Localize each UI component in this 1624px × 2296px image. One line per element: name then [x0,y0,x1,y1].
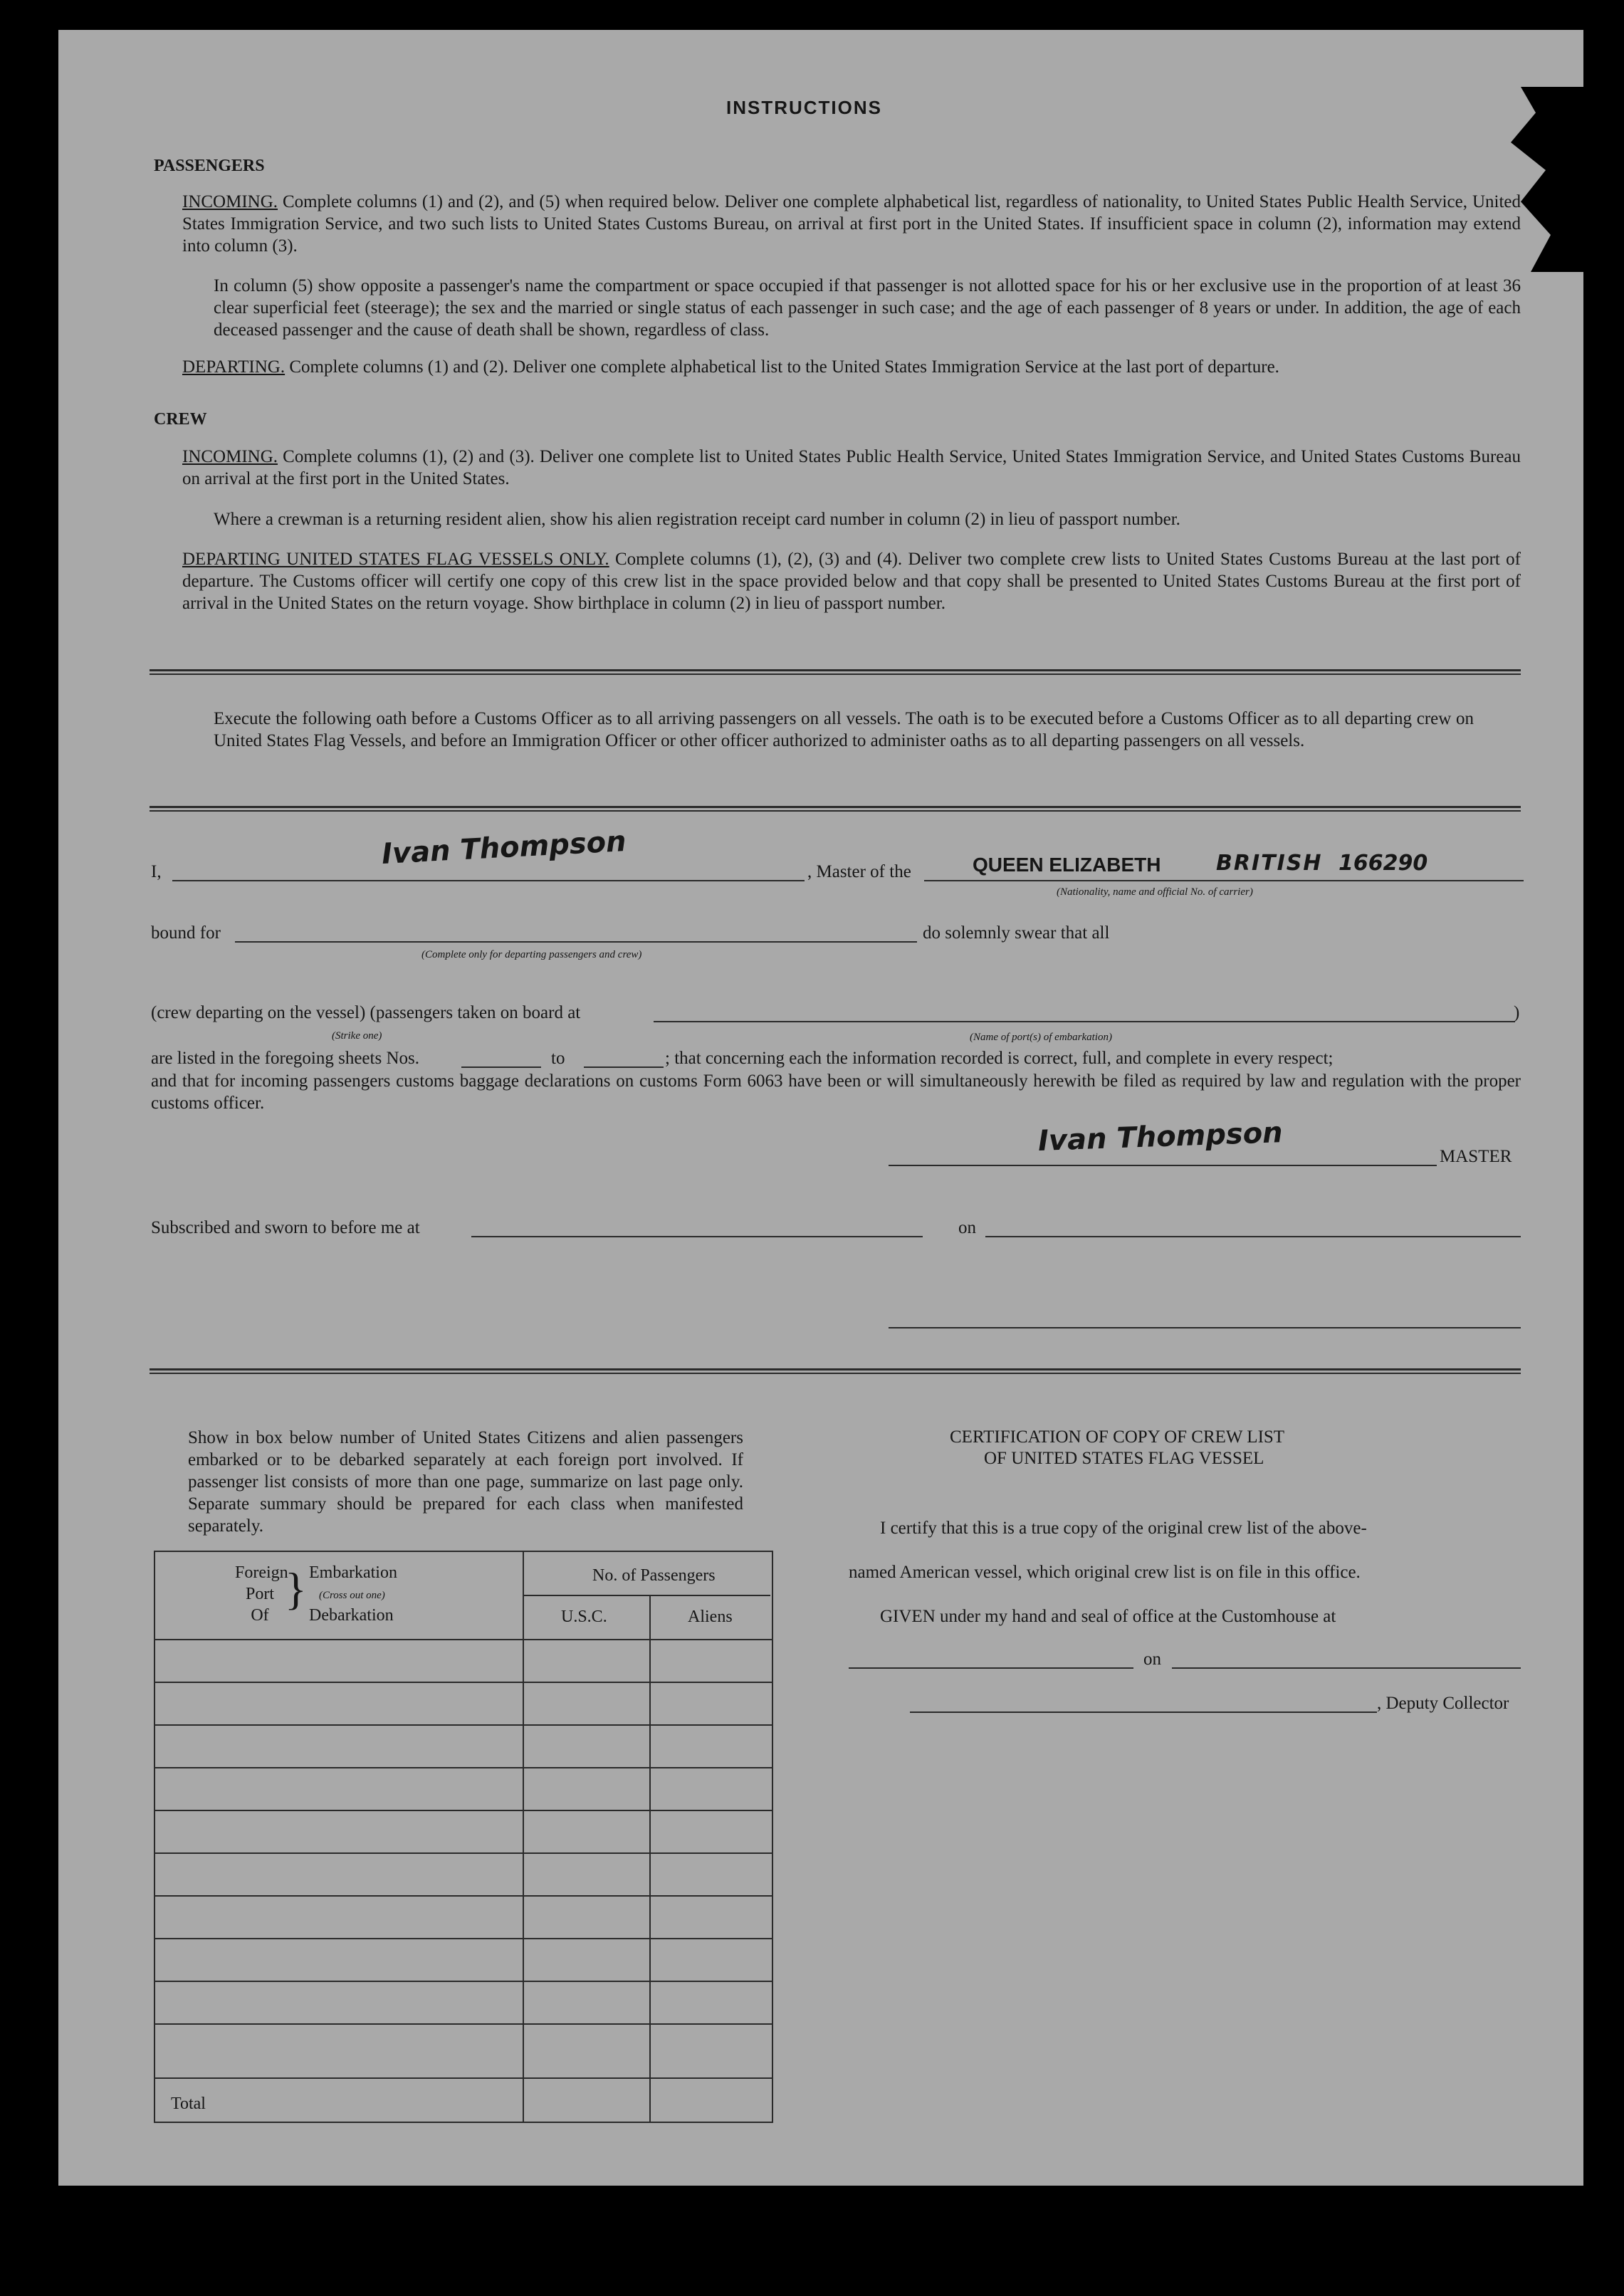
certification-line2: named American vessel, which original crew list is on file in this office. [849,1563,1361,1582]
table-divider [523,1551,524,2122]
subscribed-label: Subscribed and sworn to before me at [151,1218,420,1237]
oath-i-label: I, [151,862,162,881]
certification-on-label: on [1143,1650,1161,1669]
deputy-collector-line [910,1711,1377,1713]
crew-heading: CREW [154,410,207,429]
certification-date-line [1172,1667,1521,1669]
listed-text-c: and that for incoming passengers customs baggage declarations on customs Form 6063 have been or will simultaneously herewith be filed as required by law and regulation with the proper customs officer. [151,1071,1521,1113]
subscribed-date-line [985,1236,1521,1237]
passengers-departing-text: Complete columns (1) and (2). Deliver one complete alphabetical list to the United States Immigration Service at the last port of departure. [289,357,1279,377]
passengers-departing-paragraph [182,356,1521,378]
cross-out-caption: (Cross out one) [319,1590,385,1601]
page-title: INSTRUCTIONS [726,97,882,118]
table-row [154,1767,772,1768]
divider [150,1368,1521,1374]
aliens-column-header: Aliens [688,1608,733,1626]
strike-caption: (Strike one) [332,1030,382,1042]
master-signature-lower: Ivan Thompson [1037,1116,1284,1158]
summary-instruction: Show in box below number of United States Citizens and alien passengers embarked or to be debarked separately at each foreign port involved. If passenger list consists of more than one page, summarize on last page only. Separate summary should be prepared for each class when manifested separately. [188,1428,743,1536]
certification-line1: I certify that this is a true copy of the original crew list of the above- [880,1519,1367,1538]
sheet-from-line [461,1066,541,1068]
carrier-caption: (Nationality, name and official No. of carrier) [1057,886,1253,898]
table-divider [649,1596,651,2122]
document-page [58,30,1583,2186]
usc-column-header: U.S.C. [561,1608,607,1626]
bound-for-line [235,941,917,943]
vessel-nationality: BRITISH [1216,851,1323,876]
master-signature-line [889,1165,1437,1166]
table-row [154,1810,772,1811]
ports-caption: (Name of port(s) of embarkation) [970,1032,1112,1043]
embarkation-label: Embarkation [309,1563,397,1582]
table-row [154,1895,772,1897]
passengers-incoming-paragraph [182,191,1521,257]
master-name-line [172,880,805,881]
officer-signature-line [889,1327,1521,1328]
brace: } [285,1563,307,1614]
master-of-label: , Master of the [807,862,911,881]
crew-alien-paragraph: Where a crewman is a returning resident alien, show his alien registration receipt card number in column (2) in lieu of passport number. [214,510,1180,529]
divider [150,669,1521,675]
passengers-column5-paragraph: In column (5) show opposite a passenger's name the compartment or space occupied if that passenger is not allotted space for his or her exclusive use in the proportion of at least 36 clear superficial feet (steerage); the sex and the married or single status of each passenger in such case; and the age of each passenger of 8 years or under. In addition, the age of each deceased passenger and the cause of death shall be shown, regardless of class. [214,276,1521,340]
certification-line3: GIVEN under my hand and seal of office at the Customhouse at [880,1607,1336,1626]
crew-departing-text: Complete columns (1), (2), (3) and (4). Deliver two complete crew lists to United States Customs Bureau at the last port of departure. The Customs officer will certify one copy of this crew list in the space provided below and that copy shall be presented to United States Customs Bureau at the first port of arrival in the United States on the return voyage. Show birthplace in column (2) in lieu of passport number. [182,550,1521,613]
customhouse-line [849,1667,1133,1669]
listed-text-b: ; that concerning each the information recorded is correct, full, and complete in every respect; [665,1049,1334,1068]
sheet-to-line [584,1066,664,1068]
embarkation-port-line [654,1021,1515,1022]
crew-departing-paragraph [182,548,1521,614]
bound-for-caption: (Complete only for departing passengers and crew) [421,949,642,960]
no-of-passengers-label: No. of Passengers [592,1566,716,1585]
passengers-incoming-label: INCOMING. [182,192,278,211]
deputy-collector-label: , Deputy Collector [1377,1694,1509,1713]
passengers-incoming-text: Complete columns (1) and (2), and (5) when required below. Deliver one complete alphabetical list, regardless of nationality, to United States Public Health Service, United States Immigration Service, and two such lists to United States Customs Bureau, on arrival at first port in the United States. If insufficient space in column (2), information may extend into column (3). [182,192,1521,256]
master-label: MASTER [1440,1147,1512,1166]
listed-label: are listed in the foregoing sheets Nos. [151,1049,419,1068]
table-row [154,1724,772,1726]
table-row [154,1938,772,1939]
table-row [154,1852,772,1854]
close-paren: ) [1514,1003,1520,1022]
crew-incoming-label: INCOMING. [182,447,278,466]
table-row [154,1682,772,1683]
table-row [154,1981,772,1982]
swear-label: do solemnly swear that all [923,923,1110,943]
bound-for-label: bound for [151,923,221,943]
passengers-departing-label: DEPARTING. [182,357,285,377]
master-signature-upper: Ivan Thompson [381,825,627,871]
passenger-summary-table [154,1551,773,2123]
oath-instruction: Execute the following oath before a Customs Officer as to all arriving passengers on all vessels. The oath is to be executed before a Customs Officer as to all departing crew on United States Flag Vessels, and before an Immigration Officer or other officer authorized to administer oaths as to all departing passengers on all vessels. [214,709,1474,750]
crew-departing-label: (crew departing on the vessel) (passengers taken on board at [151,1003,581,1022]
certification-title-line2: OF UNITED STATES FLAG VESSEL [984,1449,1264,1468]
subscribed-on-label: on [958,1218,976,1237]
total-label: Total [171,2095,206,2113]
subscribed-place-line [471,1236,923,1237]
foreign-port-of-label: Foreign Port Of [235,1563,288,1625]
passengers-heading: PASSENGERS [154,157,265,175]
crew-incoming-text: Complete columns (1), (2) and (3). Deliver one complete list to United States Public Health Service, United States Immigration Service, and United States Customs Bureau on arrival at the first port in the United States. [182,447,1521,488]
divider [150,806,1521,812]
crew-departing-label: DEPARTING UNITED STATES FLAG VESSELS ONLY. [182,550,609,569]
crew-incoming-paragraph [182,446,1521,490]
table-header-divider [154,1639,772,1640]
vessel-name: QUEEN ELIZABETH [973,854,1161,876]
vessel-official-no: 166290 [1339,851,1428,876]
certification-title-line1: CERTIFICATION OF COPY OF CREW LIST [950,1427,1285,1447]
listed-to-label: to [551,1049,565,1068]
table-row [154,2023,772,2025]
table-row [154,2077,772,2079]
debarkation-label: Debarkation [309,1606,394,1625]
table-divider [523,1595,770,1596]
